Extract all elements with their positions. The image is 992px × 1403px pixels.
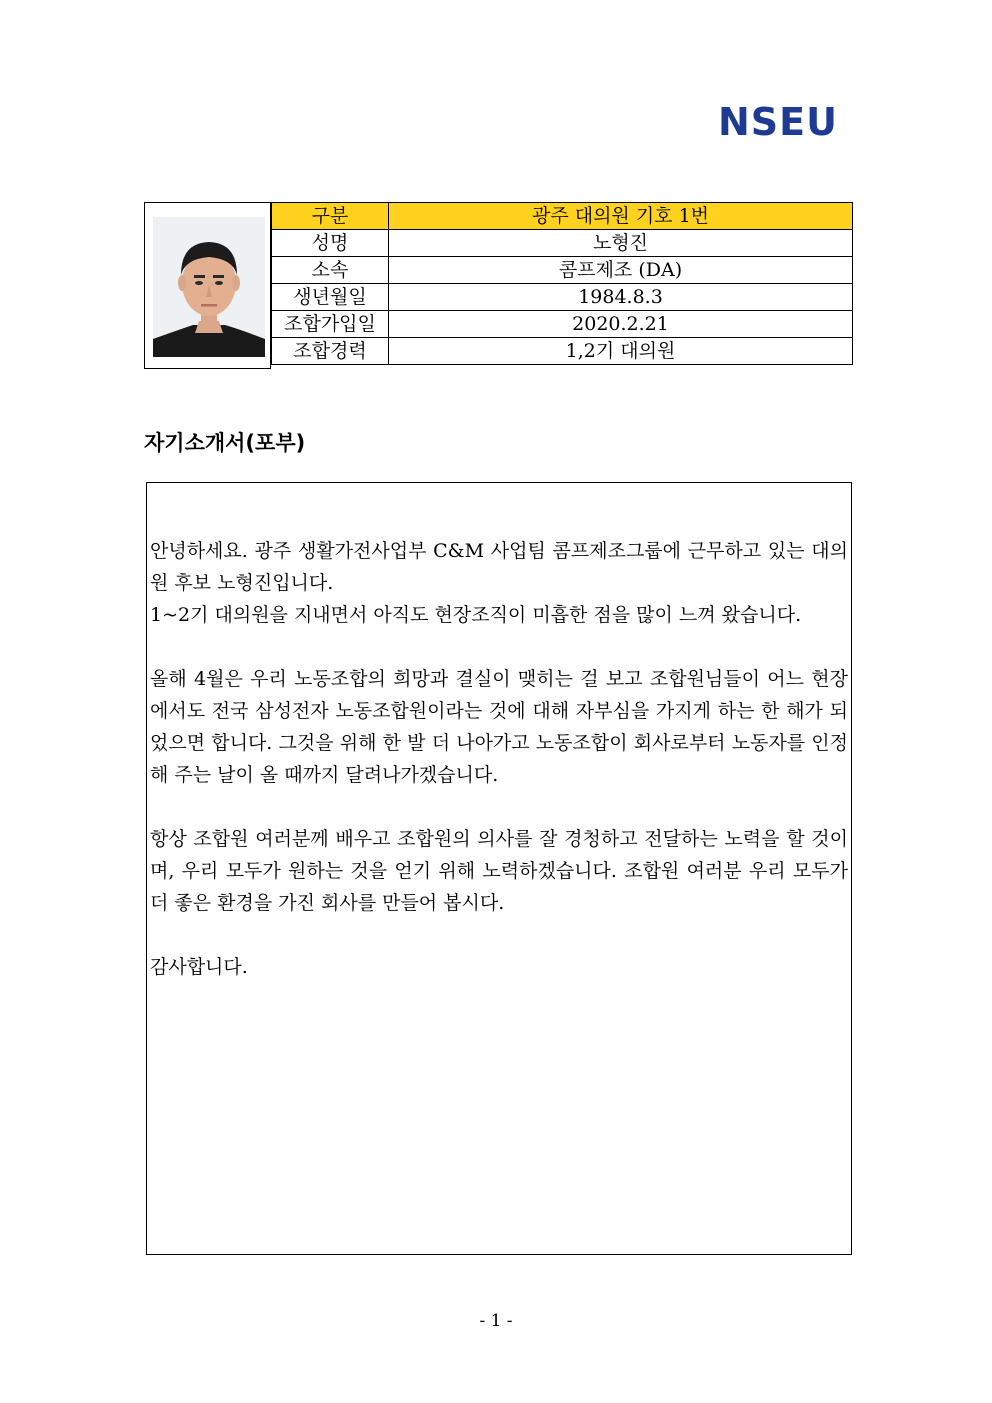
info-label: 소속 — [272, 257, 389, 284]
info-value: 노형진 — [389, 230, 853, 257]
self-introduction-box — [146, 482, 852, 1255]
intro-paragraph: 감사합니다. — [150, 956, 248, 978]
info-label: 성명 — [272, 230, 389, 257]
info-label: 생년월일 — [272, 284, 389, 311]
info-value: 1,2기 대의원 — [389, 338, 853, 365]
info-value: 1984.8.3 — [389, 284, 853, 311]
info-row-career — [272, 338, 853, 365]
intro-paragraph: 항상 조합원 여러분께 배우고 조합원의 의사를 잘 경청하고 전달하는 노력을 할 것이며, 우리 모두가 원하는 것을 얻기 위해 노력하겠습니다. 조합원 여러분 우리 모두가 더 좋은 환경을 가진 회사를 만들어 봅시다. — [150, 828, 848, 914]
info-row-category — [272, 203, 853, 230]
info-row-birthdate — [272, 284, 853, 311]
info-value: 2020.2.21 — [389, 311, 853, 338]
info-value: 광주 대의원 기호 1번 — [389, 203, 853, 230]
intro-paragraph: 1~2기 대의원을 지내면서 아직도 현장조직이 미흡한 점을 많이 느껴 왔습니다. — [150, 604, 802, 626]
info-value: 콤프제조 (DA) — [389, 257, 853, 284]
page-number: - 1 - — [479, 1311, 513, 1331]
candidate-photo-frame — [144, 202, 271, 369]
info-row-name — [272, 230, 853, 257]
info-label: 조합가입일 — [272, 311, 389, 338]
info-label: 조합경력 — [272, 338, 389, 365]
info-row-join-date — [272, 311, 853, 338]
info-label: 구분 — [272, 203, 389, 230]
section-title: 자기소개서(포부) — [144, 431, 306, 455]
candidate-info-table — [271, 202, 853, 365]
candidate-photo — [153, 217, 265, 357]
nseu-logo: NSEU — [718, 100, 838, 144]
info-row-affiliation — [272, 257, 853, 284]
self-introduction-text — [150, 535, 848, 983]
intro-paragraph: 올해 4월은 우리 노동조합의 희망과 결실이 맺히는 걸 보고 조합원님들이 어느 현장에서도 전국 삼성전자 노동조합원이라는 것에 대해 자부심을 가지게 하는 한 해가 되었으면 합니다. 그것을 위해 한 발 더 나아가고 노동조합이 회사로부터 노동자를 인정해 주는 날이 올 때까지 달려나가겠습니다. — [150, 668, 848, 786]
intro-paragraph: 안녕하세요. 광주 생활가전사업부 C&M 사업팀 콤프제조그룹에 근무하고 있는 대의원 후보 노형진입니다. — [150, 540, 848, 594]
